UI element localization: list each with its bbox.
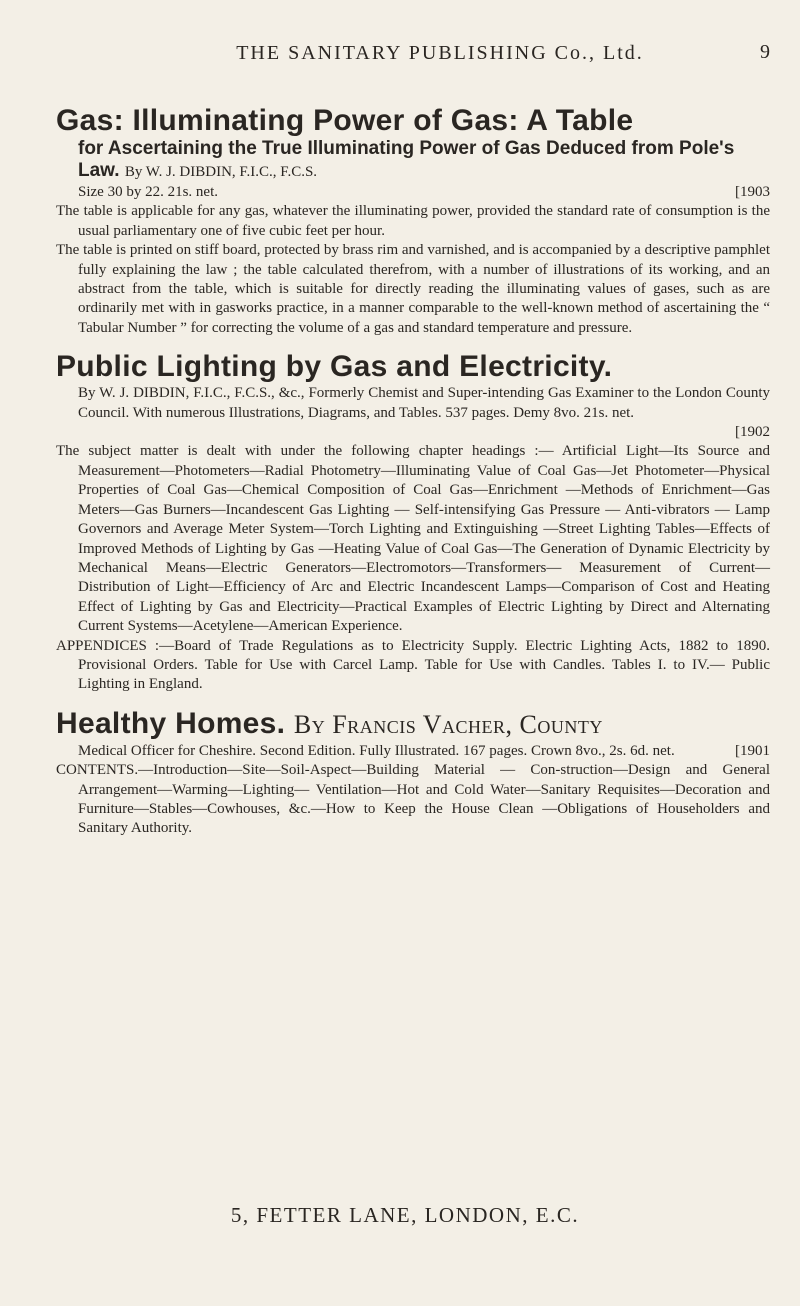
entry-year-ref: [1903 [735, 184, 770, 200]
page-content [56, 104, 770, 851]
entry-title: Healthy Homes. [56, 706, 286, 740]
entry-paragraph: The table is applicable for any gas, whatever the illuminating power, provided the standard rate of consumption is the usual parliamentary one of five cubic feet per hour. [56, 203, 770, 239]
entry-size-price: Size 30 by 22. 21s. net. [78, 184, 218, 200]
entry-healthy-homes [56, 707, 770, 839]
entry-contents: CONTENTS.—Introduction—Site—Soil-Aspect—Building Material — Con-struction—Design and General Arrangement—Warming—Lighting— Ventilation—Hot and Cold Water—Sanitary Requisites—Decoration and Furniture—Stables—Cowhouses, &c.—How to Keep the House Clean —Obligations of Householders and Sanitary Authority. [56, 762, 770, 837]
entry-appendices: APPENDICES :—Board of Trade Regulations as to Electricity Supply. Electric Lighting Acts, 1882 to 1890. Provisional Orders. Table for Use with Carcel Lamp. Table for Use with Candles. Tables I. to IV.— Public Lighting in England. [56, 637, 770, 693]
publisher-address: 5, FETTER LANE, LONDON, E.C. [230, 1203, 580, 1227]
entry-paragraph: The subject matter is dealt with under the following chapter headings :— Artificial Light—Its Source and Measurement—Photometers—Radial Photometry—Illuminating Value of Coal Gas—Jet Photometer—Physical Properties of Coal Gas—Chemical Composition of Coal Gas—Enrichment —Methods of Enrichment—Gas Meters—Gas Burners—Incandescent Gas Lighting — Self-intensifying Gas Pressure — Anti-vibrators — Lamp Governors and Average Meter System—Torch Lighting and Extinguishing —Street Lighting Tables—Effects of Improved Methods of Lighting by Gas —Heating Value of Coal Gas—The Generation of Dynamic Electricity by Mechanical Means—Electric Generators—Electromotors—Transformers— Measurement of Current—Distribution of Light—Efficiency of Arc and Electric Incandescent Lamps—Comparison of Cost and Heating Effect of Lighting by Gas and Electricity—Practical Examples of Electric Lighting by Direct and Alternating Current Systems—Acetylene—American Experience. [56, 443, 770, 635]
entry-subtitle-text: for Ascertaining the True Illuminating Power of Gas Deduced from Pole's Law. [78, 138, 735, 181]
page-number: 9 [760, 41, 770, 63]
entry-author: By Francis Vacher, County [293, 709, 603, 739]
entry-meta [78, 742, 770, 761]
entry-ref-line [78, 423, 770, 442]
entry-gas-illuminating-power [56, 104, 770, 338]
entry-meta: By W. J. DIBDIN, F.I.C., F.C.S., &c., Formerly Chemist and Super-intending Gas Examiner to the London County Council. With numerous Illustrations, Diagrams, and Tables. 537 pages. Demy 8vo. 21s. net. [78, 385, 770, 421]
entry-title: Public Lighting by Gas and Electricity. [56, 350, 613, 384]
entry-title: Gas: Illuminating Power of Gas: A Table [56, 104, 634, 137]
entry-subtitle [78, 138, 770, 183]
entry-size-price-line [78, 183, 770, 202]
entry-paragraph: The table is printed on stiff board, protected by brass rim and varnished, and is accompanied by a descriptive pamphlet fully explaining the law ; the table calculated therefrom, with a number of illustrations of its working, and an abstract from the table, which is suitable for directly reading the illuminating values of gases, such as are ordinarily met with in gasworks practice, in a manner comparable to the well-known method of ascertaining the “ Tabular Number ” for correcting the volume of a gas and standard temperature and pressure. [56, 242, 770, 336]
entry-meta-text: Medical Officer for Cheshire. Second Edition. Fully Illustrated. 167 pages. Crown 8vo., 2s. 6d. net. [78, 742, 675, 759]
entry-year-ref: [1901 [735, 742, 770, 759]
entry-year-ref: [1902 [735, 424, 770, 441]
entry-title-line [56, 707, 770, 742]
running-head: THE SANITARY PUBLISHING Co., Ltd. [236, 42, 644, 64]
entry-byline: By W. J. DIBDIN, F.I.C., F.C.S. [124, 164, 318, 180]
entry-public-lighting [56, 350, 770, 695]
